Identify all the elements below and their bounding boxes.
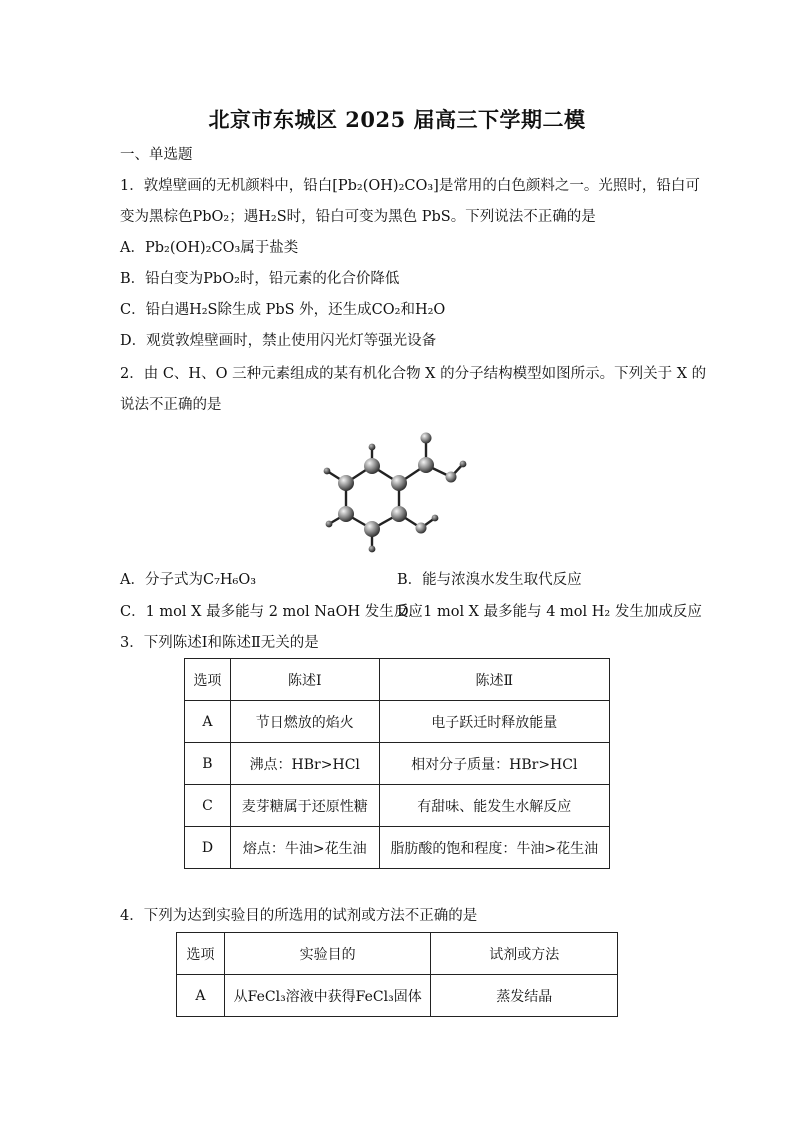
table-cell: 脂肪酸的饱和程度：牛油>花生油 — [379, 827, 609, 869]
hydrogen-atom — [432, 515, 439, 522]
bonds — [327, 438, 463, 549]
table-cell: 熔点：牛油>花生油 — [230, 827, 379, 869]
table-cell: 节日燃放的焰火 — [230, 701, 379, 743]
q4-table — [176, 932, 618, 1017]
section-heading: 一、单选题 — [120, 147, 193, 163]
table-cell: B — [185, 743, 231, 785]
table-header-cell: 选项 — [185, 659, 231, 701]
q3-stem: 3．下列陈述Ⅰ和陈述Ⅱ无关的是 — [120, 635, 319, 651]
q2-option-b: B．能与浓溴水发生取代反应 — [397, 572, 582, 588]
q1-option-a: A．Pb₂(OH)₂CO₃属于盐类 — [120, 240, 299, 256]
table-cell: 麦芽糖属于还原性糖 — [230, 785, 379, 827]
table-header-cell: 陈述Ⅱ — [379, 659, 609, 701]
table-header-cell: 实验目的 — [224, 933, 431, 975]
carbon-atom — [338, 506, 354, 522]
q2-option-c: C．1 mol X 最多能与 2 mol NaOH 发生反应 — [120, 604, 423, 620]
q1-option-c: C．铅白遇H₂S除生成 PbS 外，还生成CO₂和H₂O — [120, 302, 446, 318]
hydrogen-atom — [460, 461, 467, 468]
table-cell: 蒸发结晶 — [431, 975, 618, 1017]
carbon-atom — [364, 458, 380, 474]
carbon-atom — [364, 521, 380, 537]
table-row — [185, 785, 610, 827]
q2-option-d: D．1 mol X 最多能与 4 mol H₂ 发生加成反应 — [397, 604, 702, 620]
oxygen-atom — [416, 523, 427, 534]
oxygen-atom — [421, 433, 432, 444]
carbon-atom — [391, 475, 407, 491]
table-cell: D — [185, 827, 231, 869]
oxygen-atom — [446, 472, 457, 483]
table-row — [185, 701, 610, 743]
q2-stem-line1: 2．由 C、H、O 三种元素组成的某有机化合物 X 的分子结构模型如图所示。下列关于 X 的 — [120, 366, 707, 382]
q3-table — [184, 658, 610, 869]
hydrogen-atom — [369, 546, 376, 553]
q2-stem-line2: 说法不正确的是 — [120, 397, 222, 413]
table-header-cell: 陈述Ⅰ — [230, 659, 379, 701]
table-header-row — [177, 933, 618, 975]
table-cell: 有甜味、能发生水解反应 — [379, 785, 609, 827]
carbon-atom — [418, 457, 434, 473]
table-row — [185, 827, 610, 869]
table-header-row — [185, 659, 610, 701]
q1-option-b: B．铅白变为PbO₂时，铅元素的化合价降低 — [120, 271, 400, 287]
table-cell: A — [177, 975, 225, 1017]
q1-stem-line1: 1．敦煌壁画的无机颜料中，铅白[Pb₂(OH)₂CO₃]是常用的白色颜料之一。光照时，铅白可 — [120, 178, 700, 194]
table-cell: 沸点：HBr>HCl — [230, 743, 379, 785]
page-title: 北京市东城区 2025 届高三下学期二模 — [208, 107, 586, 132]
table-cell: A — [185, 701, 231, 743]
q2-option-a: A．分子式为C₇H₆O₃ — [120, 572, 257, 588]
carbon-atom — [338, 475, 354, 491]
table-cell: C — [185, 785, 231, 827]
q1-option-d: D．观赏敦煌壁画时，禁止使用闪光灯等强光设备 — [120, 333, 437, 349]
molecule-model-figure — [318, 430, 478, 560]
table-cell: 电子跃迁时释放能量 — [379, 701, 609, 743]
hydrogen-atom — [326, 521, 333, 528]
carbon-atom — [391, 506, 407, 522]
table-header-cell: 试剂或方法 — [431, 933, 618, 975]
hydrogen-atom — [324, 468, 331, 475]
table-row — [185, 743, 610, 785]
table-row — [177, 975, 618, 1017]
q4-stem: 4．下列为达到实验目的所选用的试剂或方法不正确的是 — [120, 908, 478, 924]
hydrogen-atom — [369, 444, 376, 451]
table-cell: 相对分子质量：HBr>HCl — [379, 743, 609, 785]
table-header-cell: 选项 — [177, 933, 225, 975]
q1-stem-line2: 变为黑棕色PbO₂；遇H₂S时，铅白可变为黑色 PbS。下列说法不正确的是 — [120, 209, 596, 225]
table-cell: 从FeCl₃溶液中获得FeCl₃固体 — [224, 975, 431, 1017]
